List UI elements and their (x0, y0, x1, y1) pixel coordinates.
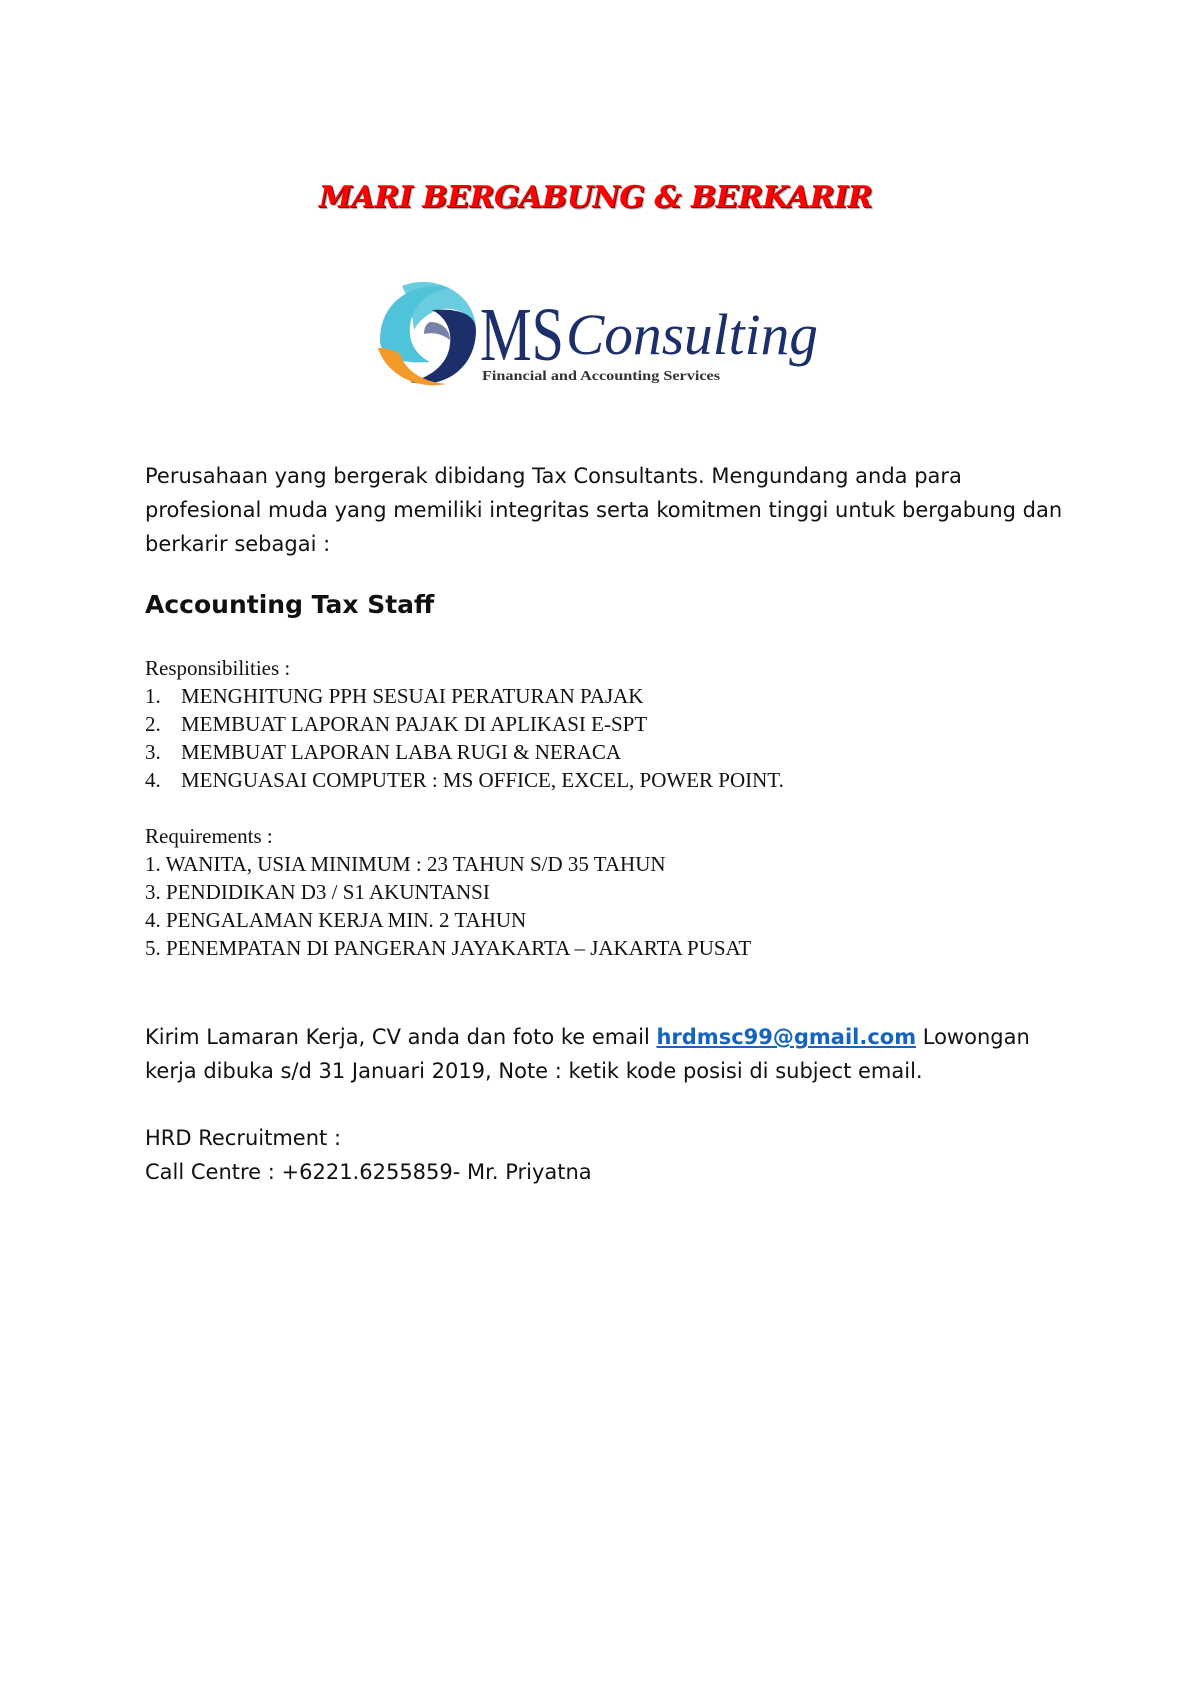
hrd-label: HRD Recruitment : (145, 1126, 342, 1150)
logo-consulting-text: Consulting (566, 302, 818, 367)
requirements-section (145, 822, 751, 962)
list-item-number: 3. (145, 740, 161, 764)
job-title: Accounting Tax Staff (145, 590, 435, 619)
hrd-section (145, 1121, 592, 1189)
list-item: 5. PENEMPATAN DI PANGERAN JAYAKARTA – JAKARTA PUSAT (145, 936, 752, 960)
intro-paragraph: Perusahaan yang bergerak dibidang Tax Consultants. Mengundang anda para profesional muda yang memiliki integritas serta komitmen tinggi untuk bergabung dan berkarir sebagai : (145, 464, 1063, 556)
contact-paragraph (145, 1020, 1075, 1088)
ms-consulting-logo (372, 278, 832, 394)
responsibilities-label: Responsibilities : (145, 656, 291, 680)
list-item-text: MENGHITUNG PPH SESUAI PERATURAN PAJAK (181, 684, 644, 708)
list-item: 3. PENDIDIKAN D3 / S1 AKUNTANSI (145, 880, 490, 904)
logo-emblem-icon (378, 282, 476, 385)
headline: MARI BERGABUNG & BERKARIR (318, 180, 873, 215)
list-item (145, 682, 784, 710)
list-item-number: 2. (145, 712, 161, 736)
logo-tagline: Financial and Accounting Services (482, 369, 721, 384)
responsibilities-section (145, 654, 784, 794)
list-item (145, 710, 784, 738)
requirements-label: Requirements : (145, 824, 273, 848)
requirements-list (145, 850, 751, 962)
list-item-text: MENGUASAI COMPUTER : MS OFFICE, EXCEL, POWER POINT. (181, 768, 784, 792)
list-item (145, 766, 784, 794)
responsibilities-list (145, 682, 784, 794)
list-item-text: MEMBUAT LAPORAN LABA RUGI & NERACA (181, 740, 622, 764)
call-centre: Call Centre : +6221.6255859- Mr. Priyatna (145, 1160, 592, 1184)
list-item: 4. PENGALAMAN KERJA MIN. 2 TAHUN (145, 908, 527, 932)
contact-text-after: Lowongan kerja dibuka s/d 31 Januari 2019, Note : ketik kode posisi di subject email. (145, 1025, 1030, 1083)
logo-ms-text: MS (480, 293, 564, 377)
contact-text-before: Kirim Lamaran Kerja, CV anda dan foto ke email (145, 1025, 657, 1049)
list-item: 1. WANITA, USIA MINIMUM : 23 TAHUN S/D 35 TAHUN (145, 852, 666, 876)
email-link[interactable]: hrdmsc99@gmail.com (656, 1025, 917, 1049)
list-item (145, 738, 784, 766)
list-item-number: 1. (145, 684, 161, 708)
list-item-text: MEMBUAT LAPORAN PAJAK DI APLIKASI E-SPT (181, 712, 648, 736)
list-item-number: 4. (145, 768, 161, 792)
